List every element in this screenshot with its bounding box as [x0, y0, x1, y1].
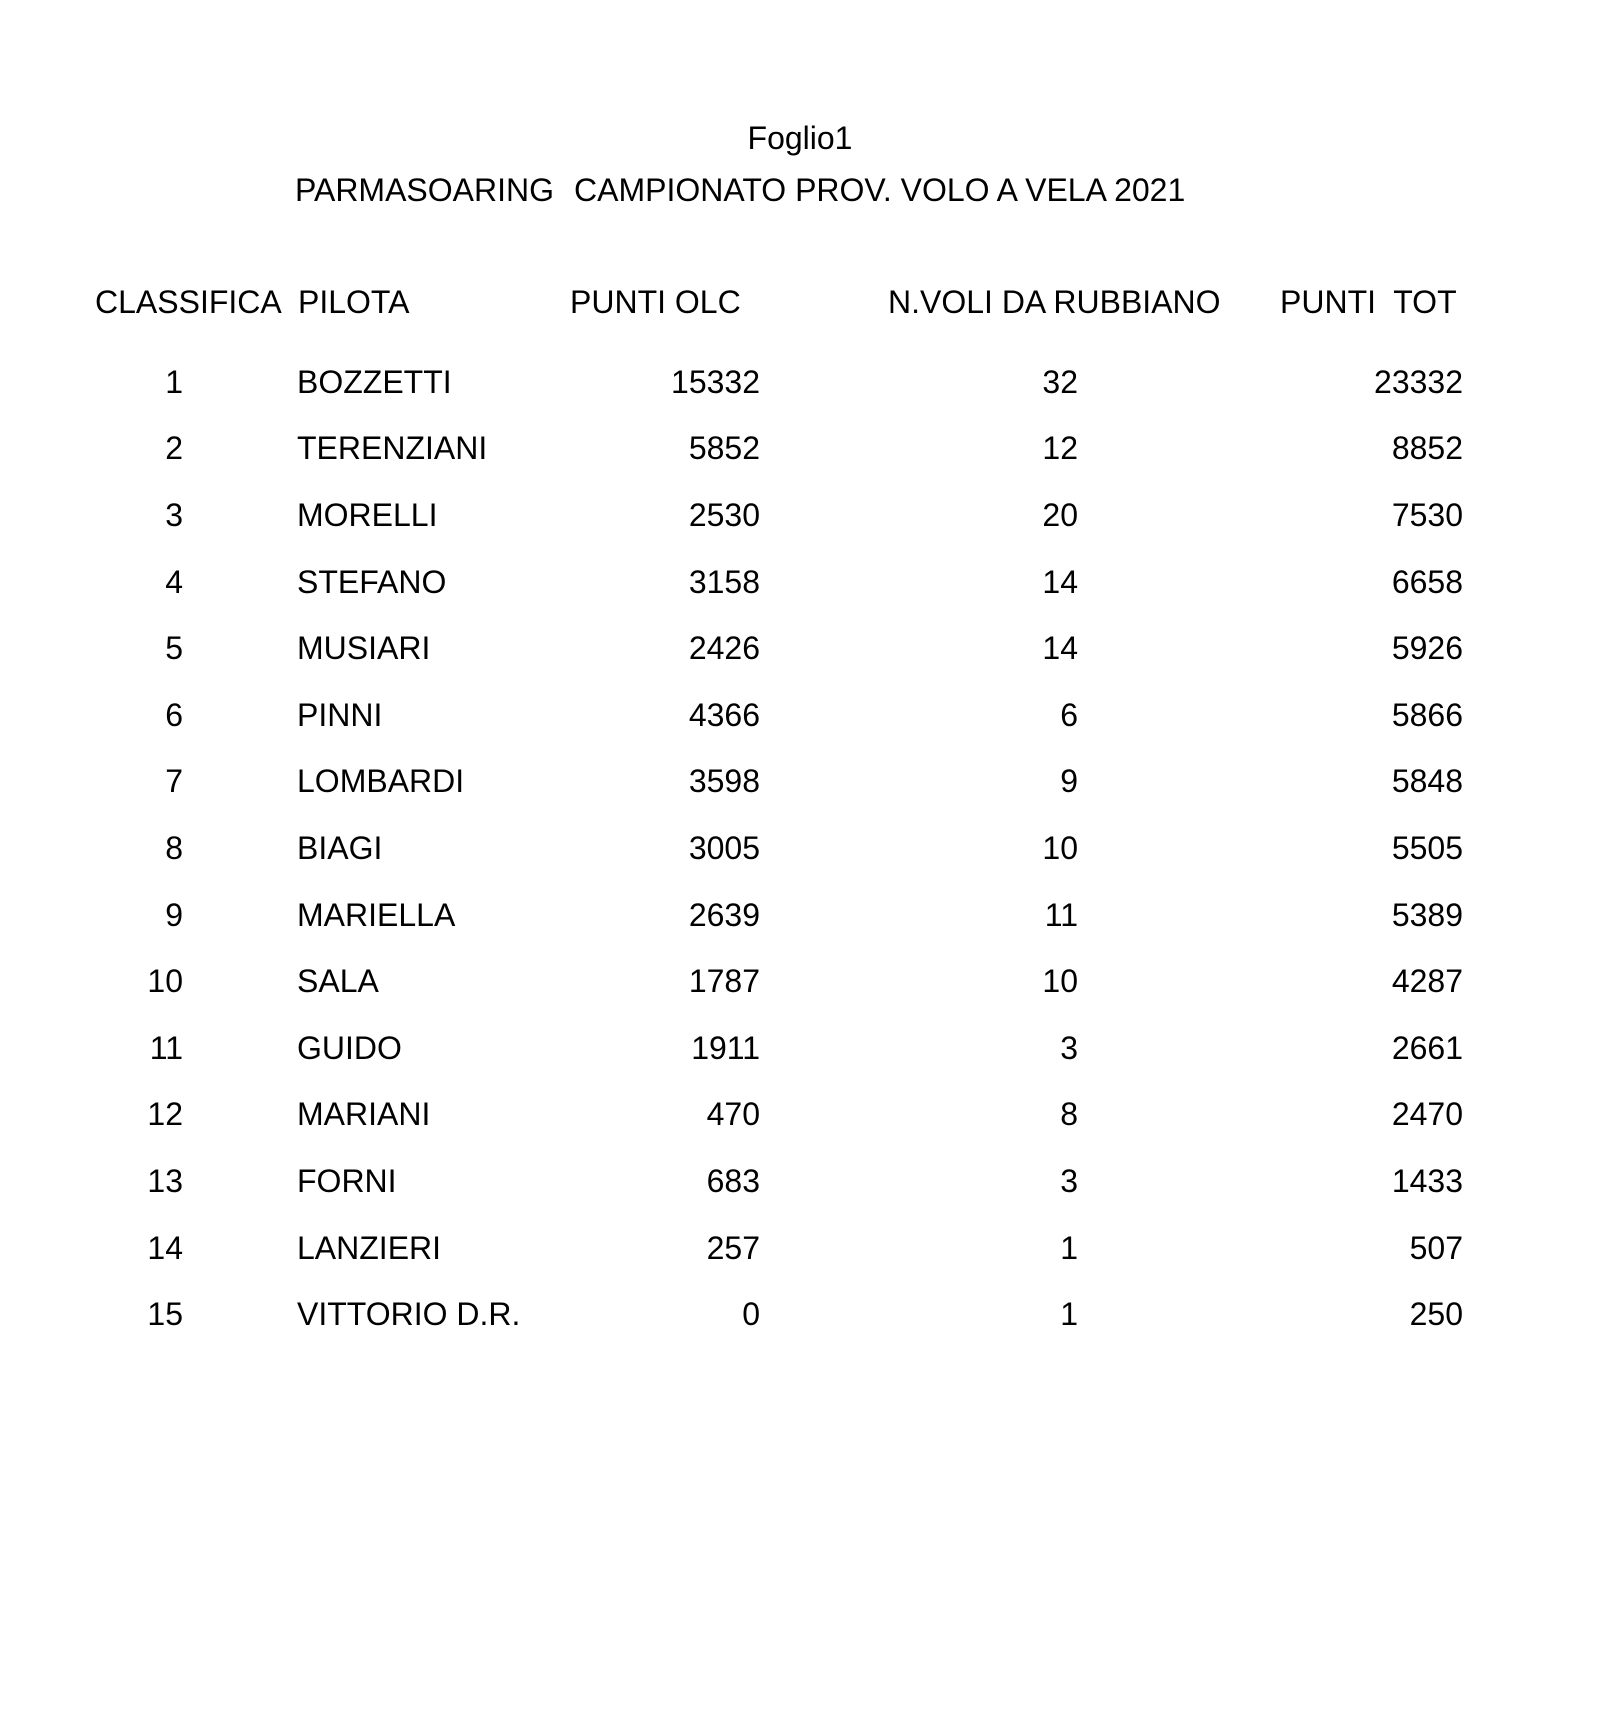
punti-olc-cell: 2426 [688, 630, 760, 667]
punti-tot-cell: 250 [1409, 1296, 1463, 1333]
table-row [95, 416, 1463, 483]
rank-cell: 15 [147, 1296, 183, 1333]
pilot-cell: VITTORIO D.R. [297, 1296, 521, 1333]
table-row [95, 682, 1463, 749]
punti-tot-cell: 2470 [1391, 1096, 1463, 1133]
n-voli-cell: 6 [1060, 696, 1078, 733]
punti-tot-cell: 5505 [1391, 829, 1463, 866]
punti-olc-cell: 470 [706, 1096, 760, 1133]
table-row [95, 1082, 1463, 1149]
n-voli-cell: 9 [1060, 763, 1078, 800]
pilot-cell: STEFANO [297, 563, 447, 600]
n-voli-cell: 20 [1042, 496, 1078, 533]
rank-cell: 4 [165, 563, 183, 600]
rank-cell: 6 [165, 696, 183, 733]
n-voli-cell: 11 [1044, 896, 1078, 933]
punti-olc-cell: 2530 [688, 496, 760, 533]
rank-cell: 12 [147, 1096, 183, 1133]
punti-tot-cell: 5389 [1391, 896, 1463, 933]
pilot-cell: TERENZIANI [297, 430, 488, 467]
rank-cell: 8 [165, 829, 183, 866]
punti-olc-cell: 1787 [688, 963, 760, 1000]
rank-cell: 10 [147, 963, 183, 1000]
pilot-cell: MUSIARI [297, 630, 431, 667]
n-voli-cell: 8 [1060, 1096, 1078, 1133]
punti-tot-cell: 6658 [1391, 563, 1463, 600]
punti-olc-cell: 257 [706, 1229, 760, 1266]
punti-tot-cell: 5866 [1391, 696, 1463, 733]
pilot-cell: LANZIERI [297, 1229, 442, 1266]
pilot-cell: FORNI [297, 1162, 397, 1199]
table-row [95, 948, 1463, 1015]
rank-cell: 3 [165, 496, 183, 533]
rank-cell: 9 [165, 896, 183, 933]
punti-olc-cell: 15332 [671, 363, 760, 400]
punti-tot-cell: 23332 [1374, 363, 1463, 400]
punti-tot-cell: 4287 [1391, 963, 1463, 1000]
event-title: CAMPIONATO PROV. VOLO A VELA 2021 [574, 172, 1186, 208]
pilot-cell: BOZZETTI [297, 363, 452, 400]
punti-tot-cell: 5848 [1391, 763, 1463, 800]
n-voli-cell: 3 [1060, 1029, 1078, 1066]
table-body [95, 349, 1463, 1348]
table-row [95, 349, 1463, 416]
document-title [295, 172, 1185, 209]
n-voli-cell: 14 [1042, 630, 1078, 667]
punti-tot-cell: 5926 [1391, 630, 1463, 667]
column-header-punti-tot: PUNTI TOT [1280, 284, 1457, 320]
punti-olc-cell: 4366 [688, 696, 760, 733]
column-header-punti-olc: PUNTI OLC [570, 284, 741, 320]
rank-cell: 7 [165, 763, 183, 800]
pilot-cell: BIAGI [297, 829, 383, 866]
table-row [95, 882, 1463, 949]
table-row [95, 1015, 1463, 1082]
n-voli-cell: 1 [1060, 1296, 1078, 1333]
rank-cell: 14 [147, 1229, 183, 1266]
punti-olc-cell: 3158 [688, 563, 760, 600]
punti-olc-cell: 3598 [688, 763, 760, 800]
rank-cell: 2 [165, 430, 183, 467]
table-row [95, 1215, 1463, 1282]
pilot-cell: PINNI [297, 696, 383, 733]
punti-tot-cell: 2661 [1391, 1029, 1463, 1066]
punti-olc-cell: 0 [742, 1296, 760, 1333]
n-voli-cell: 3 [1060, 1162, 1078, 1199]
punti-tot-cell: 1433 [1391, 1162, 1463, 1199]
rank-cell: 11 [149, 1029, 183, 1066]
table-row [95, 482, 1463, 549]
column-header-pilota: PILOTA [298, 284, 410, 320]
pilot-cell: LOMBARDI [297, 763, 465, 800]
org-name: PARMASOARING [295, 172, 554, 208]
table-row [95, 815, 1463, 882]
punti-tot-cell: 8852 [1391, 430, 1463, 467]
pilot-cell: MARIELLA [297, 896, 456, 933]
punti-olc-cell: 3005 [688, 829, 760, 866]
punti-tot-cell: 507 [1409, 1229, 1463, 1266]
table-row [95, 1281, 1463, 1348]
n-voli-cell: 32 [1042, 363, 1078, 400]
table-row [95, 1148, 1463, 1215]
pilot-cell: MARIANI [297, 1096, 431, 1133]
punti-olc-cell: 2639 [688, 896, 760, 933]
sheet-title: Foglio1 [747, 120, 853, 156]
pilot-cell: MORELLI [297, 496, 438, 533]
n-voli-cell: 14 [1042, 563, 1078, 600]
column-header-n-voli-da-rubbiano: N.VOLI DA RUBBIANO [888, 284, 1221, 320]
n-voli-cell: 10 [1042, 963, 1078, 1000]
n-voli-cell: 1 [1060, 1229, 1078, 1266]
punti-olc-cell: 683 [706, 1162, 760, 1199]
punti-tot-cell: 7530 [1391, 496, 1463, 533]
pilot-cell: GUIDO [297, 1029, 402, 1066]
table-row [95, 749, 1463, 816]
rank-cell: 13 [147, 1162, 183, 1199]
table-row [95, 549, 1463, 616]
rank-cell: 1 [165, 363, 183, 400]
punti-olc-cell: 1911 [691, 1029, 760, 1066]
rank-cell: 5 [165, 630, 183, 667]
punti-olc-cell: 5852 [688, 430, 760, 467]
column-header-classifica: CLASSIFICA [95, 284, 282, 320]
pilot-cell: SALA [297, 963, 379, 1000]
n-voli-cell: 10 [1042, 829, 1078, 866]
table-row [95, 615, 1463, 682]
n-voli-cell: 12 [1042, 430, 1078, 467]
